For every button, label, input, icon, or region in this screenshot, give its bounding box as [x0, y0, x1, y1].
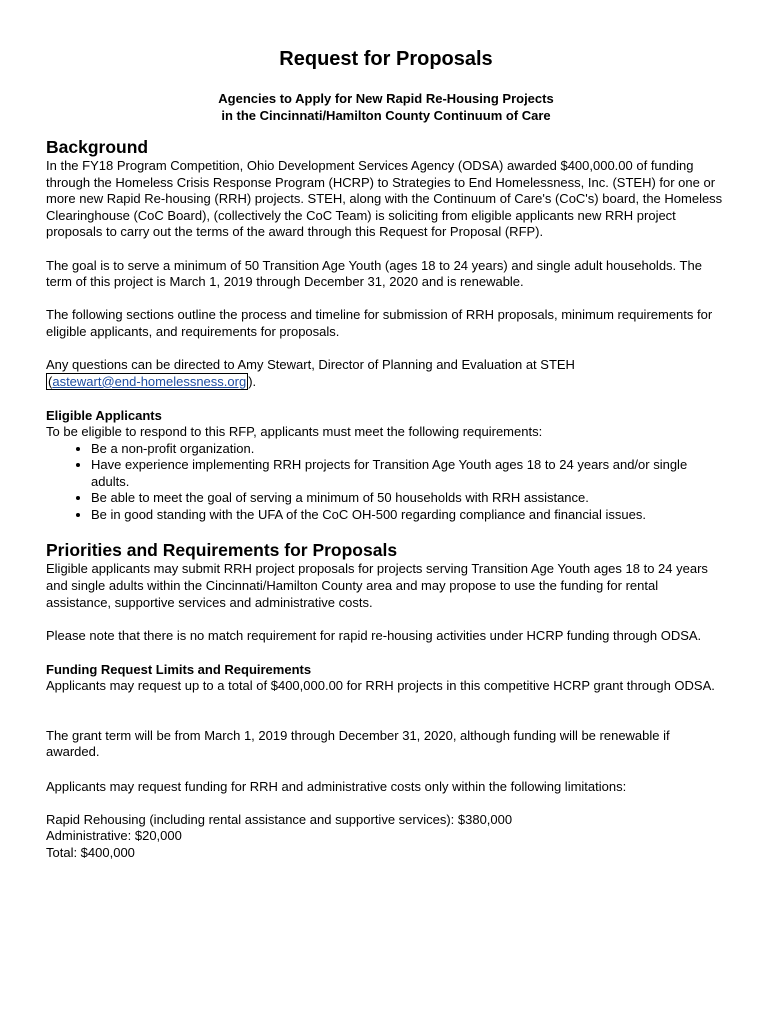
funding-line-total: Total: $400,000 — [46, 844, 135, 860]
funding-paragraph-3: Applicants may request funding for RRH and administrative costs only within the following limitations: — [46, 778, 627, 794]
document-title: Request for Proposals — [279, 48, 493, 70]
priorities-paragraph-2: Please note that there is no match requirement for rapid re-housing activities under HCRP funding through ODSA. — [46, 627, 702, 643]
funding-paragraph-1: Applicants may request up to a total of $400,000.00 for RRH projects in this competitive HCRP grant through ODSA. — [46, 678, 715, 694]
subtitle-line-1: Agencies to Apply for New Rapid Re-Housing Projects — [218, 91, 554, 106]
document-subtitle — [46, 90, 726, 124]
contact-text: Any questions can be directed to Amy Stewart, Director of Planning and Evaluation at STEH — [46, 357, 575, 373]
requirement-item: • Have experience implementing RRH projects for Transition Age Youth ages 18 to 24 years and/or single adults. — [91, 457, 726, 490]
funding-paragraph-2: The grant term will be from March 1, 2019 through December 31, 2020, although funding will be renewable if awarded. — [46, 727, 670, 760]
eligible-applicants-heading: Eligible Applicants — [46, 407, 162, 423]
subtitle-line-2: in the Cincinnati/Hamilton County Continuum of Care — [221, 108, 551, 123]
funding-line-rrh: Rapid Rehousing (including rental assistance and supportive services): $380,000 — [46, 811, 513, 827]
email-open-paren: ( — [48, 373, 53, 389]
background-paragraph-3: The following sections outline the process and timeline for submission of RRH proposals, minimum requirements for eligible applicants, and requirements for proposals. — [46, 307, 713, 339]
background-heading: Background — [46, 137, 149, 157]
funding-line-admin: Administrative: $20,000 — [46, 828, 182, 844]
requirement-item: • Be a non-profit organization. — [91, 441, 726, 458]
document-page — [46, 46, 726, 862]
email-box[interactable] — [46, 373, 248, 390]
priorities-paragraph-1: Eligible applicants may submit RRH project proposals for projects serving Transition Age Youth ages 18 to 24 years and single adults within the Cincinnati/Hamilton County area and may propose to use the funding for rental assistance, supportive services and administrative costs. — [46, 561, 708, 610]
contact-email-link[interactable]: astewart@end-homelessness.org — [52, 373, 247, 389]
priorities-heading: Priorities and Requirements for Proposals — [46, 540, 398, 561]
funding-heading: Funding Request Limits and Requirements — [46, 662, 312, 678]
eligible-applicants-intro: To be eligible to respond to this RFP, applicants must meet the following requirements: — [46, 423, 543, 439]
background-paragraph-2: The goal is to serve a minimum of 50 Transition Age Youth (ages 18 to 24 years) and single adult households. The term of this project is March 1, 2019 through December 31, 2020 and is renewable. — [46, 257, 702, 290]
eligible-requirements-list — [46, 441, 726, 524]
background-paragraph-1: In the FY18 Program Competition, Ohio Development Services Agency (ODSA) awarded $400,000.00 of funding through the Homeless Crisis Response Program (HCRP) to Strategies to End Homelessness, Inc. (STEH) for one or more new Rapid Re-housing (RRH) projects. STEH, along with the Continuum of Care's (CoC's) board, the Homeless Clearinghouse (CoC Board), (collectively the CoC Team) is soliciting from eligible applicants new RRH project proposals to carry out the terms of the award through this Request for Proposal (RFP). — [46, 158, 723, 240]
requirement-item: • Be in good standing with the UFA of the CoC OH-500 regarding compliance and financial issues. — [91, 507, 726, 524]
background-paragraph-4 — [46, 357, 726, 390]
requirement-item: • Be able to meet the goal of serving a minimum of 50 households with RRH assistance. — [91, 490, 726, 507]
email-close-paren: ). — [248, 373, 257, 389]
